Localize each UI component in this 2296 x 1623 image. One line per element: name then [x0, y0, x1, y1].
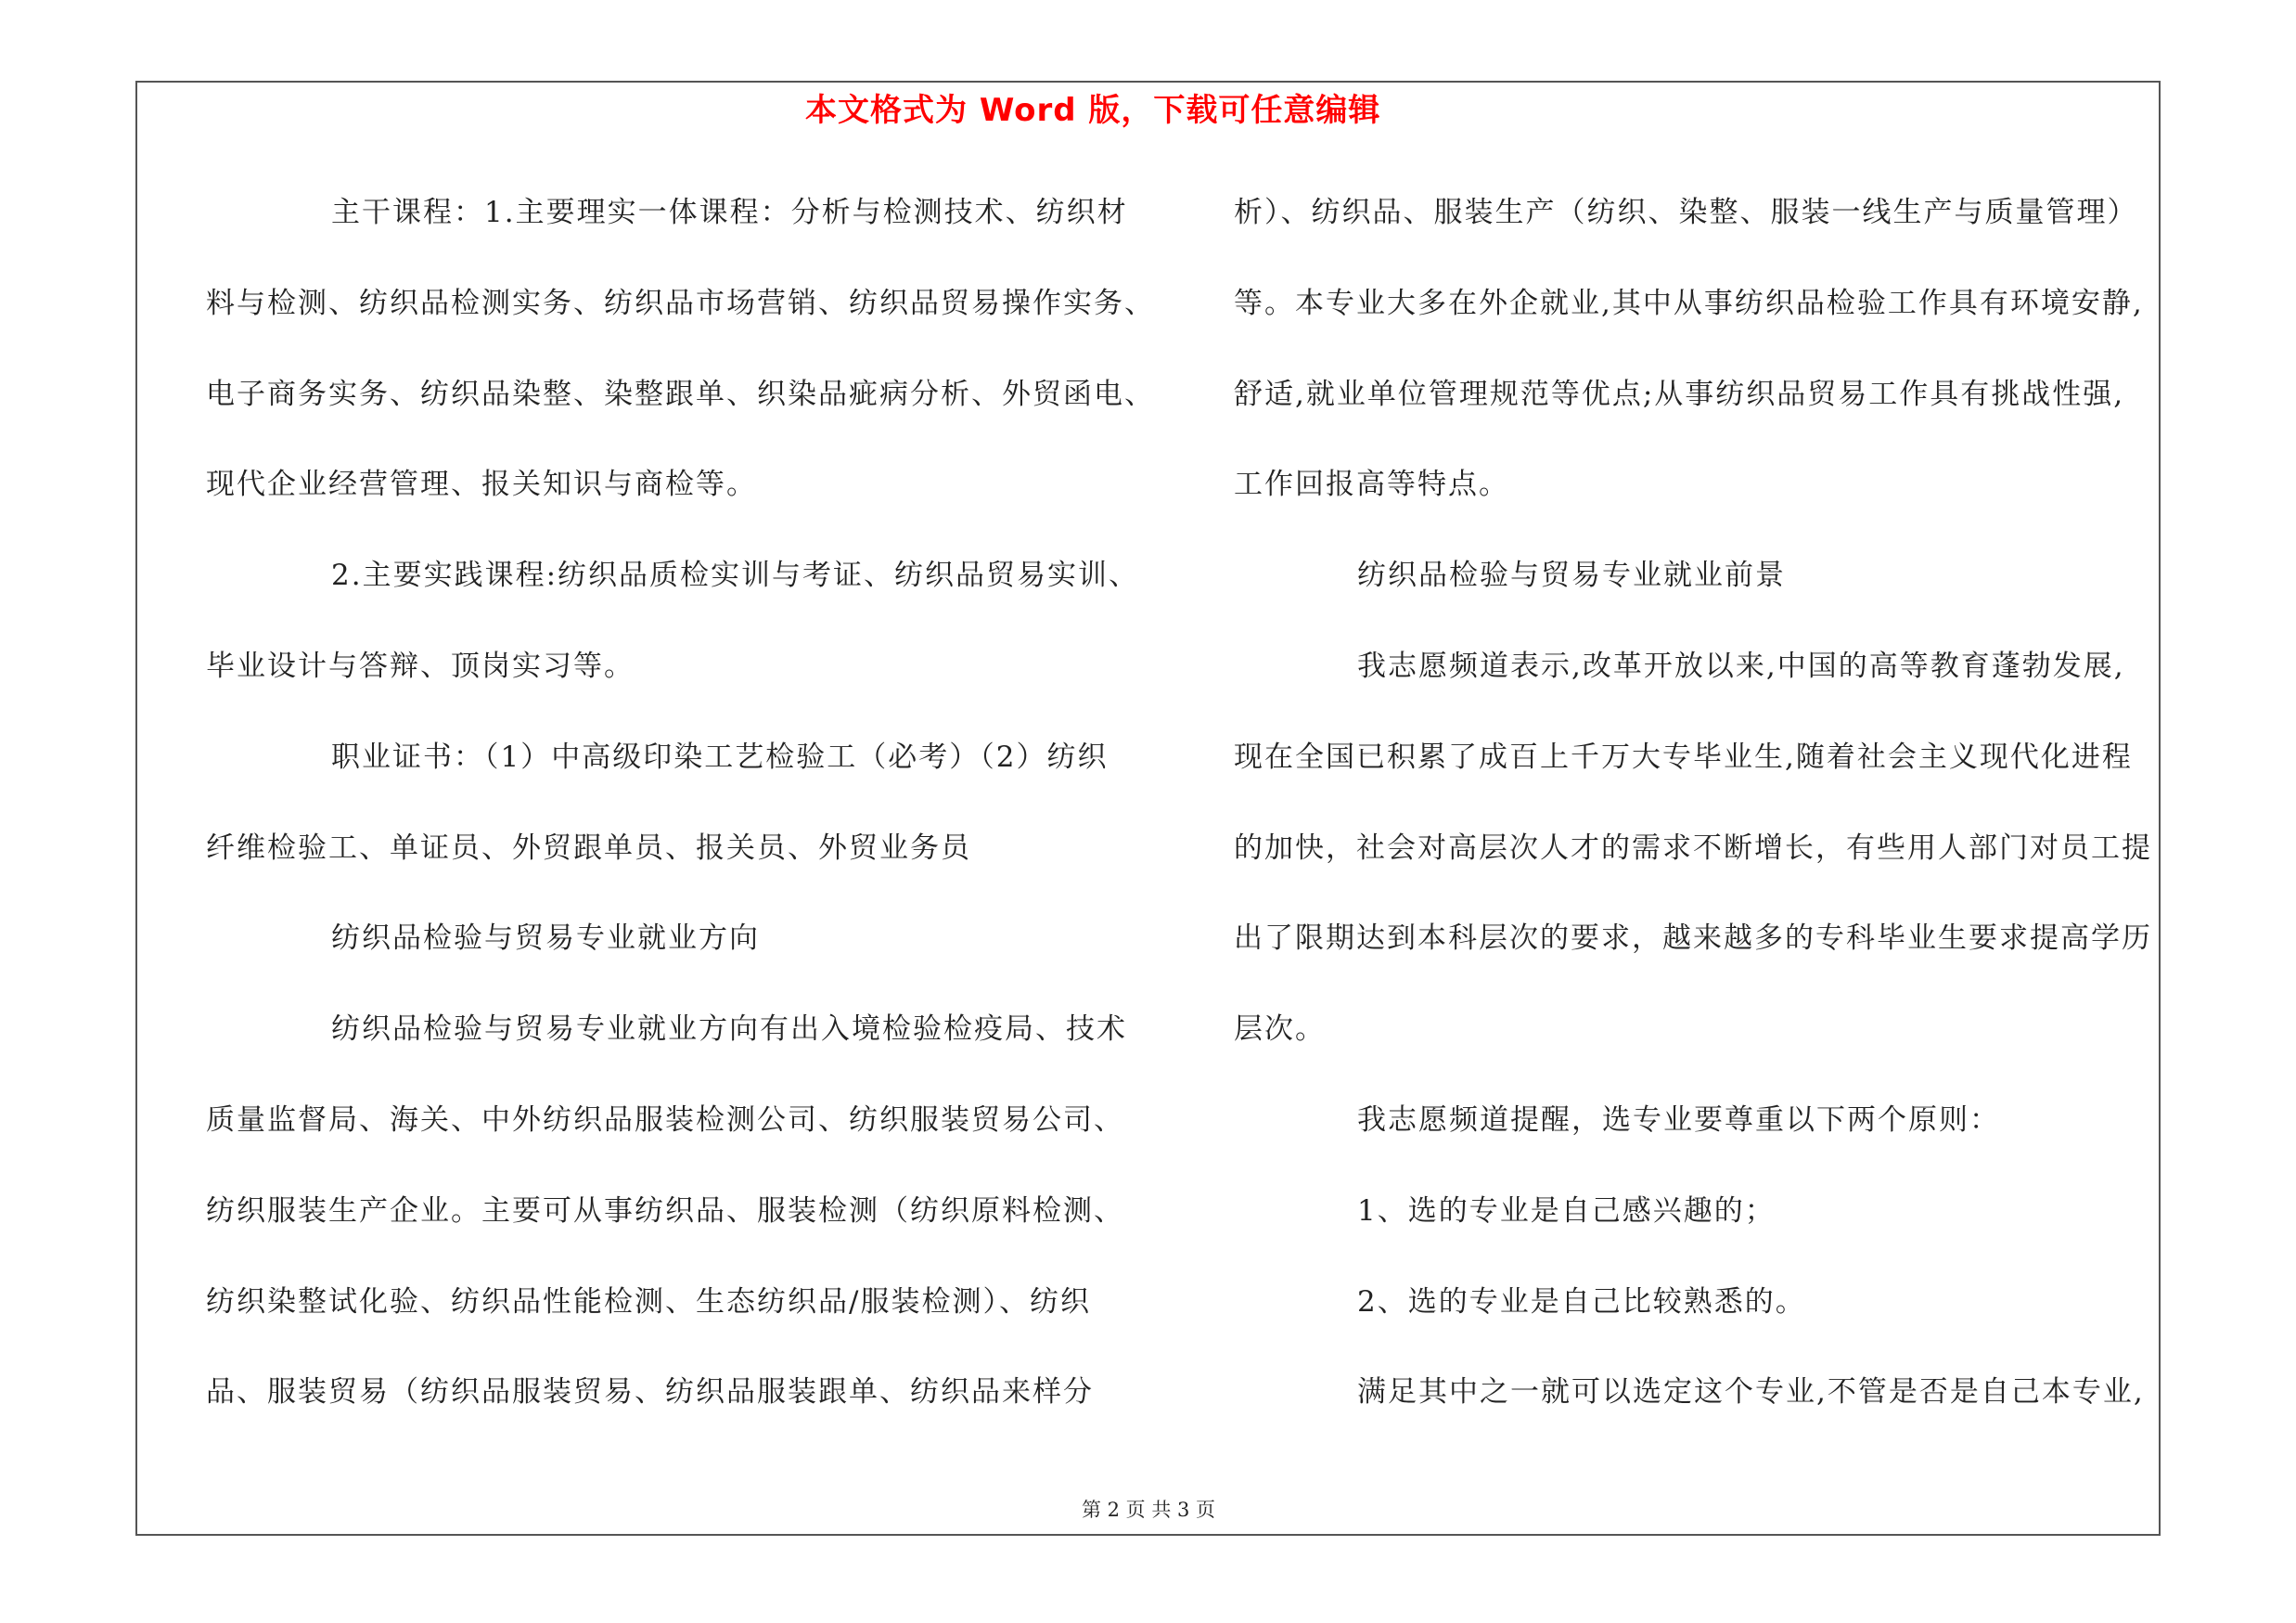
text-line: 层次。	[1234, 1012, 1326, 1046]
text-line: 析）、纺织品、服装生产（纺织、染整、服装一线生产与质量管理）	[1234, 196, 2138, 229]
text-line: 舒适,就业单位管理规范等优点;从事纺织品贸易工作具有挑战性强,	[1234, 378, 2125, 411]
text-line: 电子商务实务、纺织品染整、染整跟单、织染品疵病分析、外贸函电、	[206, 378, 1155, 411]
text-line: 工作回报高等特点。	[1234, 468, 1509, 501]
text-line: 纺织品检验与贸易专业就业方向有出入境检验检疫局、技术	[331, 1012, 1127, 1046]
text-line: 现代企业经营管理、报关知识与商检等。	[206, 468, 757, 501]
text-line: 纺织品检验与贸易专业就业方向	[331, 921, 760, 955]
text-line: 的加快，社会对高层次人才的需求不断增长，有些用人部门对员工提	[1234, 831, 2152, 865]
text-line: 等。本专业大多在外企就业,其中从事纺织品检验工作具有环境安静,	[1234, 287, 2144, 320]
text-line: 现在全国已积累了成百上千万大专毕业生,随着社会主义现代化进程	[1234, 741, 2133, 774]
page-number-footer: 第 2 页 共 3 页	[1081, 1499, 1216, 1521]
text-line: 纺织品检验与贸易专业就业前景	[1357, 559, 1786, 592]
text-line: 职业证书：（1）中高级印染工艺检验工（必考）（2）纺织	[331, 741, 1109, 774]
text-line: 2、选的专业是自己比较熟悉的。	[1357, 1285, 1806, 1319]
text-line: 纺织染整试化验、纺织品性能检测、生态纺织品/服装检测）、纺织	[206, 1285, 1091, 1319]
text-line: 满足其中之一就可以选定这个专业,不管是否是自己本专业,	[1357, 1375, 2145, 1409]
text-line: 品、服装贸易（纺织品服装贸易、纺织品服装跟单、纺织品来样分	[206, 1375, 1094, 1409]
text-line: 主干课程：1.主要理实一体课程：分析与检测技术、纺织材	[331, 196, 1128, 229]
text-line: 我志愿频道提醒，选专业要尊重以下两个原则：	[1357, 1103, 2000, 1137]
text-line: 纤维检验工、单证员、外贸跟单员、报关员、外贸业务员	[206, 831, 971, 865]
text-line: 毕业设计与答辩、顶岗实习等。	[206, 650, 635, 683]
text-line: 质量监督局、海关、中外纺织品服装检测公司、纺织服装贸易公司、	[206, 1103, 1124, 1137]
format-notice: 本文格式为 Word 版，下载可任意编辑	[805, 92, 1381, 129]
text-line: 2.主要实践课程:纺织品质检实训与考证、纺织品贸易实训、	[331, 559, 1140, 592]
text-line: 纺织服装生产企业。主要可从事纺织品、服装检测（纺织原料检测、	[206, 1194, 1124, 1228]
text-line: 我志愿频道表示,改革开放以来,中国的高等教育蓬勃发展,	[1357, 650, 2125, 683]
text-line: 1、选的专业是自己感兴趣的；	[1357, 1194, 1776, 1228]
text-line: 出了限期达到本科层次的要求，越来越多的专科毕业生要求提高学历	[1234, 921, 2152, 955]
text-line: 料与检测、纺织品检测实务、纺织品市场营销、纺织品贸易操作实务、	[206, 287, 1155, 320]
